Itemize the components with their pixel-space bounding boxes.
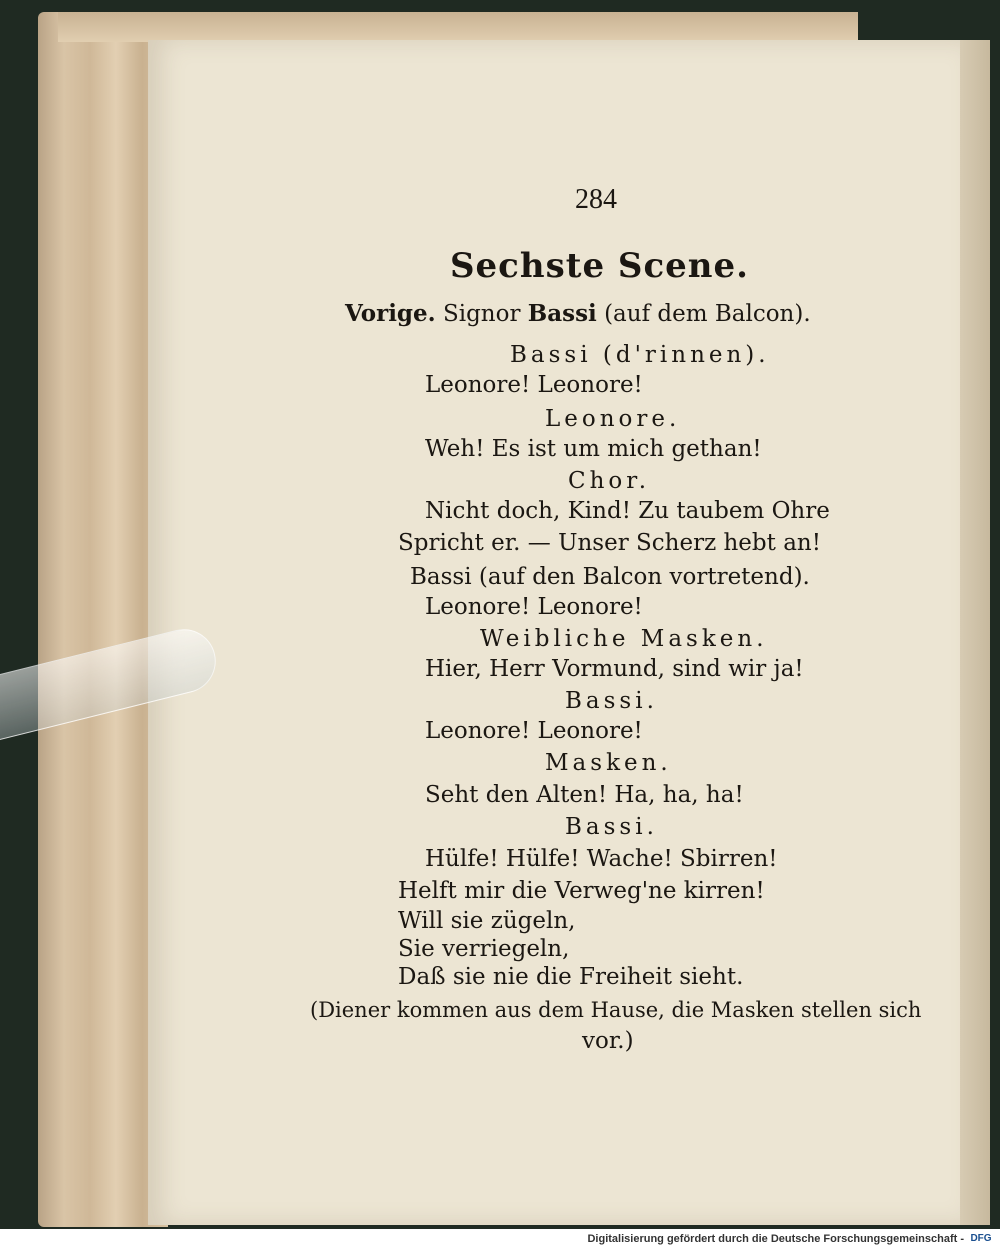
stage-signor: Signor [442, 301, 528, 327]
stage-bassi: Bassi [527, 300, 597, 327]
verse-line: Weh! Es ist um mich gethan! [425, 436, 762, 462]
dfg-logo: DFG [970, 1233, 992, 1244]
verse-line: Nicht doch, Kind! Zu taubem Ohre [425, 498, 830, 524]
verse-line: Hier, Herr Vormund, sind wir ja! [425, 656, 804, 682]
verse-line: Leonore! Leonore! [425, 372, 643, 398]
speaker-line: Masken. [545, 750, 672, 776]
speaker-line: Bassi (auf den Balcon vortretend). [410, 564, 810, 590]
speaker-line: Chor. [568, 468, 651, 494]
verse-line: Daß sie nie die Freiheit sieht. [398, 964, 744, 990]
scene-title: Sechste Scene. [450, 246, 749, 286]
verse-line: Leonore! Leonore! [425, 594, 643, 620]
book-top-edge [58, 12, 858, 42]
verse-line: Hülfe! Hülfe! Wache! Sbirren! [425, 846, 778, 872]
stage-direction-line: vor.) [582, 1028, 634, 1054]
facing-page-edge [960, 40, 990, 1225]
speaker-line: Weibliche Masken. [480, 626, 768, 652]
stage-direction-line [345, 300, 811, 327]
page-number: 284 [575, 184, 617, 215]
stage-balcon: (auf dem Balcon). [604, 301, 811, 327]
speaker-line: Bassi. [565, 814, 658, 840]
speaker-line: Leonore. [545, 406, 681, 432]
speaker-line: Bassi. [565, 688, 658, 714]
footer-credit: Digitalisierung gefördert durch die Deutsche Forschungsgemeinschaft - [587, 1233, 964, 1245]
verse-line: Will sie zügeln, [398, 908, 576, 934]
verse-line: Sie verriegeln, [398, 936, 570, 962]
verse-line: Leonore! Leonore! [425, 718, 643, 744]
stage-direction-line: (Diener kommen aus dem Hause, die Masken stellen sich [310, 998, 922, 1022]
verse-line: Seht den Alten! Ha, ha, ha! [425, 782, 744, 808]
verse-line: Helft mir die Verweg'ne kirren! [398, 878, 765, 904]
stage-vorige: Vorige. [345, 300, 436, 327]
verse-line: Spricht er. — Unser Scherz hebt an! [398, 530, 821, 556]
speaker-line: Bassi (d'rinnen). [510, 342, 770, 368]
